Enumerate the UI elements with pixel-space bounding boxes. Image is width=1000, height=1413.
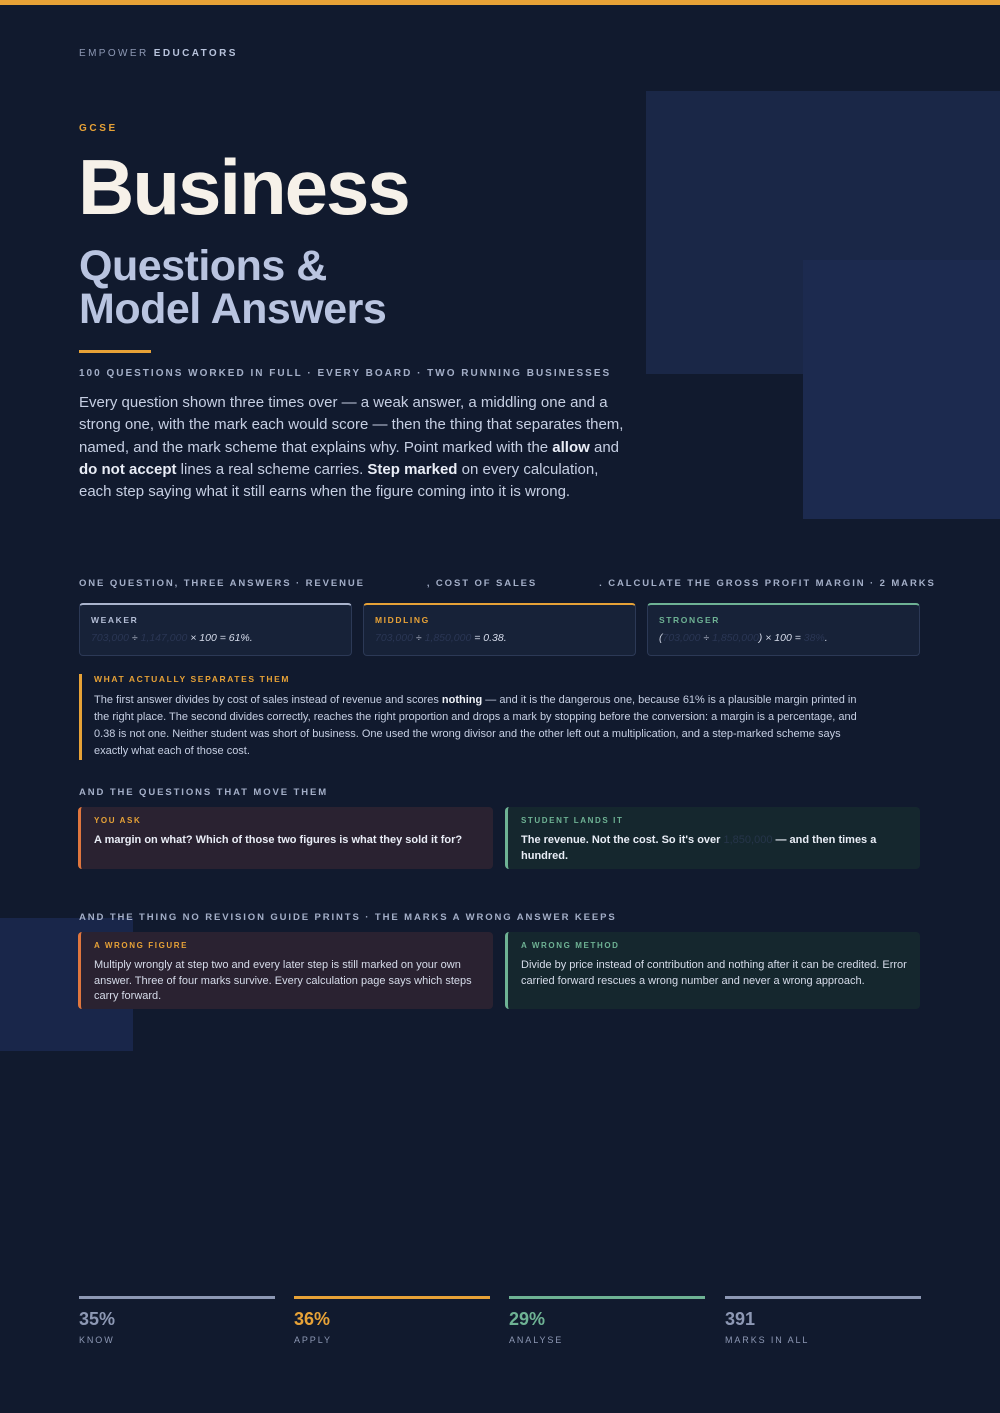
- answer-tail: .: [824, 632, 828, 644]
- intro-text: and: [589, 438, 620, 456]
- hidden-figure: 1,850,000: [424, 632, 472, 644]
- answer-label: WEAKER: [91, 615, 139, 625]
- stat-bar: [509, 1296, 705, 1299]
- answer-tail: = 0.38.: [471, 632, 507, 644]
- tagline: 100 QUESTIONS WORKED IN FULL · EVERY BOARD · TWO RUNNING BUSINESSES: [79, 368, 612, 379]
- wrong-method-card: [505, 932, 920, 1009]
- stat-know: [79, 1296, 275, 1345]
- answer-op: ÷: [700, 632, 713, 644]
- accent-rule: [79, 350, 151, 353]
- question-label: [79, 578, 936, 589]
- page-subtitle: [79, 242, 387, 333]
- hidden-figure: 38%: [803, 632, 825, 644]
- eyebrow: GCSE: [79, 123, 118, 134]
- hidden-figure: 1,850,000: [712, 632, 759, 644]
- move-section-label: AND THE QUESTIONS THAT MOVE THEM: [79, 787, 329, 798]
- answer-label: MIDDLING: [375, 615, 430, 625]
- stat-value: 29%: [509, 1309, 546, 1329]
- stat-bar: [79, 1296, 275, 1299]
- decorative-block: [803, 260, 1000, 519]
- card-text: [521, 833, 907, 864]
- subtitle-line: Questions &: [79, 242, 327, 290]
- answer-cards: [79, 603, 921, 656]
- card-label: A WRONG METHOD: [521, 941, 620, 950]
- brand-second: EDUCATORS: [153, 48, 238, 59]
- intro-bold: Step marked: [367, 460, 458, 478]
- hidden-figure: 703,000: [375, 632, 413, 644]
- subtitle-line: Model Answers: [79, 285, 387, 333]
- card-label: YOU ASK: [94, 816, 142, 825]
- stat-name: APPLY: [294, 1335, 332, 1345]
- stat-bar: [294, 1296, 490, 1299]
- intro-text: on every calculation, each step saying what it still earns when the figure coming into it is wrong.: [79, 460, 599, 501]
- card-text: Divide by price instead of contribution and nothing after it can be credited. Error carried forward rescues a wrong number and never a wrong approach.: [521, 959, 907, 987]
- stat-value: 36%: [294, 1309, 331, 1329]
- separates-callout: [79, 674, 859, 760]
- intro-text: Every question shown three times over — a weak answer, a middling one and a strong one, with the mark each would score — then the thing that separates them, named, and the mark scheme that explains why. Point marked with the: [79, 394, 624, 456]
- answer-op: ÷: [412, 632, 425, 644]
- answer-tail: × 100 = 61%.: [187, 632, 253, 644]
- callout-bold: nothing: [441, 694, 483, 706]
- answer-op: ÷: [128, 632, 141, 644]
- intro-bold: allow: [552, 438, 590, 456]
- answer-label: STRONGER: [659, 615, 720, 625]
- stat-analyse: [509, 1296, 705, 1345]
- card-text: Multiply wrongly at step two and every later step is still marked on your own answer. Three of four marks survive. Every calculation page says which steps carry forward.: [94, 959, 472, 1002]
- student-lands-card: [505, 807, 920, 869]
- brand-first: EMPOWER: [79, 48, 149, 59]
- stat-marks: [725, 1296, 921, 1345]
- label-part: . CALCULATE THE GROSS PROFIT MARGIN · 2 MARKS: [599, 578, 936, 589]
- intro-paragraph: [79, 392, 624, 503]
- wrong-figure-card: [78, 932, 493, 1009]
- top-accent-bar: [0, 0, 1000, 5]
- answer-op: (: [659, 632, 663, 644]
- card-span: — and then times a hundred.: [521, 834, 877, 862]
- hidden-figure: 703,000: [662, 632, 701, 644]
- callout-label: WHAT ACTUALLY SEPARATES THEM: [94, 674, 291, 684]
- callout-span: — and it is the dangerous one, because 61% is a plausible margin printed in the right place. The second divides correctly, reaches the right proportion and drops a mark by stopping before the conversion: a margin is a percentage, and 0.38 is not one. Neither student was short of business. One used the wrong divisor and the other left out a multiplication, and a step-marked scheme says exactly what each of those cost.: [94, 694, 857, 757]
- label-part: ONE QUESTION, THREE ANSWERS · REVENUE: [79, 578, 365, 589]
- answer-text: [659, 632, 908, 644]
- card-label: STUDENT LANDS IT: [521, 816, 624, 825]
- stat-value: 391: [725, 1309, 756, 1329]
- hidden-figure: 1,147,000: [140, 632, 188, 644]
- answer-card-middling: [363, 603, 636, 656]
- card-label: A WRONG FIGURE: [94, 941, 189, 950]
- intro-text: lines a real scheme carries.: [176, 460, 368, 478]
- stat-name: ANALYSE: [509, 1335, 564, 1345]
- label-part: , COST OF SALES: [426, 578, 538, 589]
- callout-text: [94, 692, 859, 760]
- stat-name: MARKS IN ALL: [725, 1335, 810, 1345]
- answer-card-stronger: [647, 603, 920, 656]
- hidden-figure: 1,850,000: [723, 834, 773, 846]
- card-span: The revenue. Not the cost. So it's over: [521, 834, 724, 846]
- page-title: Business: [78, 143, 409, 231]
- answer-op: ) × 100 =: [758, 632, 804, 644]
- answer-text: [91, 632, 340, 644]
- keeps-section-label: AND THE THING NO REVISION GUIDE PRINTS · THE MARKS A WRONG ANSWER KEEPS: [79, 912, 617, 923]
- stat-name: KNOW: [79, 1335, 115, 1345]
- answer-card-weaker: [79, 603, 352, 656]
- stat-bar: [725, 1296, 921, 1299]
- hidden-figure: 703,000: [91, 632, 129, 644]
- stat-apply: [294, 1296, 490, 1345]
- stat-value: 35%: [79, 1309, 116, 1329]
- brand-logo: [79, 48, 238, 59]
- card-text: A margin on what? Which of those two figures is what they sold it for?: [94, 834, 463, 846]
- answer-text: [375, 632, 624, 644]
- intro-bold: do not accept: [79, 460, 177, 478]
- you-ask-card: [78, 807, 493, 869]
- callout-span: The first answer divides by cost of sales instead of revenue and scores: [94, 694, 442, 706]
